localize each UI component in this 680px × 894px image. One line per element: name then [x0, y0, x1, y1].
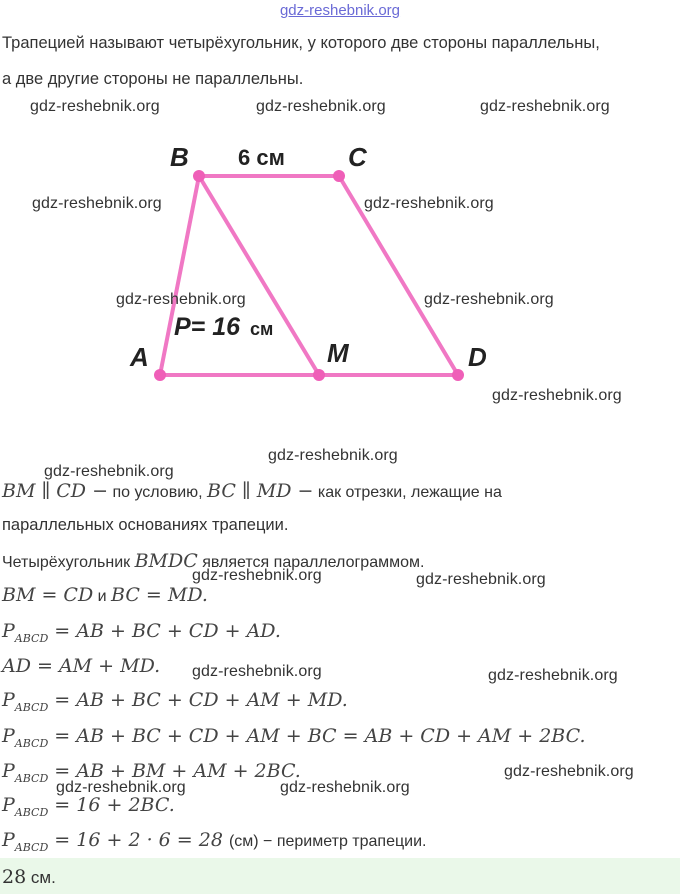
- watermark: gdz-reshebnik.org: [56, 779, 186, 796]
- intro-line-1: Трапецией называют четырёхугольник, у которого две стороны параллельны,: [2, 34, 600, 52]
- watermark: gdz-reshebnik.org: [504, 763, 634, 780]
- watermark: gdz-reshebnik.org: [44, 463, 174, 480]
- watermark: gdz-reshebnik.org: [280, 779, 410, 796]
- label-perimeter: P= 16: [174, 313, 241, 341]
- watermark: gdz-reshebnik.org: [492, 387, 622, 404]
- label-d: D: [468, 342, 487, 372]
- watermark: gdz-reshebnik.org: [424, 291, 554, 308]
- label-m: M: [327, 338, 349, 368]
- label-a: A: [130, 342, 149, 372]
- solution-line-8: $P_{ABCD}$ = AB + BC + CD + AM + BC = AB + CD + AM + 2BC.: [2, 725, 586, 750]
- trapezoid-figure: [0, 130, 680, 400]
- solution-line-4: BM = CD и BC = MD.: [2, 584, 208, 606]
- solution-line-2: параллельных основаниях трапеции.: [2, 516, 289, 534]
- watermark: gdz-reshebnik.org: [32, 195, 162, 212]
- segment-bm: [199, 176, 319, 375]
- watermark: gdz-reshebnik.org: [192, 663, 322, 680]
- answer-text: 28 см.: [2, 866, 56, 888]
- watermark: gdz-reshebnik.org: [256, 98, 386, 115]
- point-d: [452, 369, 464, 381]
- point-m: [313, 369, 325, 381]
- solution-line-5: $P_{ABCD}$ = AB + BC + CD + AD.: [2, 620, 281, 645]
- watermark: gdz-reshebnik.org: [116, 291, 246, 308]
- watermark: gdz-reshebnik.org: [364, 195, 494, 212]
- segment-ab: [160, 176, 199, 375]
- solution-line-7: $P_{ABCD}$ = AB + BC + CD + AM + MD.: [2, 689, 348, 714]
- watermark: gdz-reshebnik.org: [480, 98, 610, 115]
- solution-line-9: $P_{ABCD}$ = AB + BM + AM + 2BC.: [2, 760, 301, 785]
- watermark: gdz-reshebnik.org: [268, 447, 398, 464]
- point-b: [193, 170, 205, 182]
- intro-line-2: а две другие стороны не параллельны.: [2, 70, 304, 88]
- watermark: gdz-reshebnik.org: [416, 571, 546, 588]
- watermark: gdz-reshebnik.org: [30, 98, 160, 115]
- point-a: [154, 369, 166, 381]
- site-header-link[interactable]: gdz-reshebnik.org: [279, 2, 401, 19]
- label-b: B: [170, 142, 189, 172]
- solution-line-3: Четырёхугольник BMDC является параллелограммом.: [2, 550, 425, 572]
- answer-bar: [0, 858, 680, 894]
- watermark: gdz-reshebnik.org: [192, 567, 322, 584]
- label-perimeter-unit: см: [250, 319, 274, 339]
- solution-line-6: AD = AM + MD.: [2, 655, 161, 677]
- solution-line-1: BM ∥ CD − по условию, BC ∥ MD − как отрезки, лежащие на: [2, 480, 502, 502]
- watermark: gdz-reshebnik.org: [488, 667, 618, 684]
- label-c: C: [348, 142, 367, 172]
- solution-line-11: $P_{ABCD} = 16 + 2 \cdot 6 = 28$ (см) − периметр трапеции.: [2, 829, 427, 854]
- point-c: [333, 170, 345, 182]
- label-bc-length: 6 см: [238, 145, 285, 170]
- solution-line-10: $P_{ABCD} = 16 + 2BC$.: [2, 794, 175, 819]
